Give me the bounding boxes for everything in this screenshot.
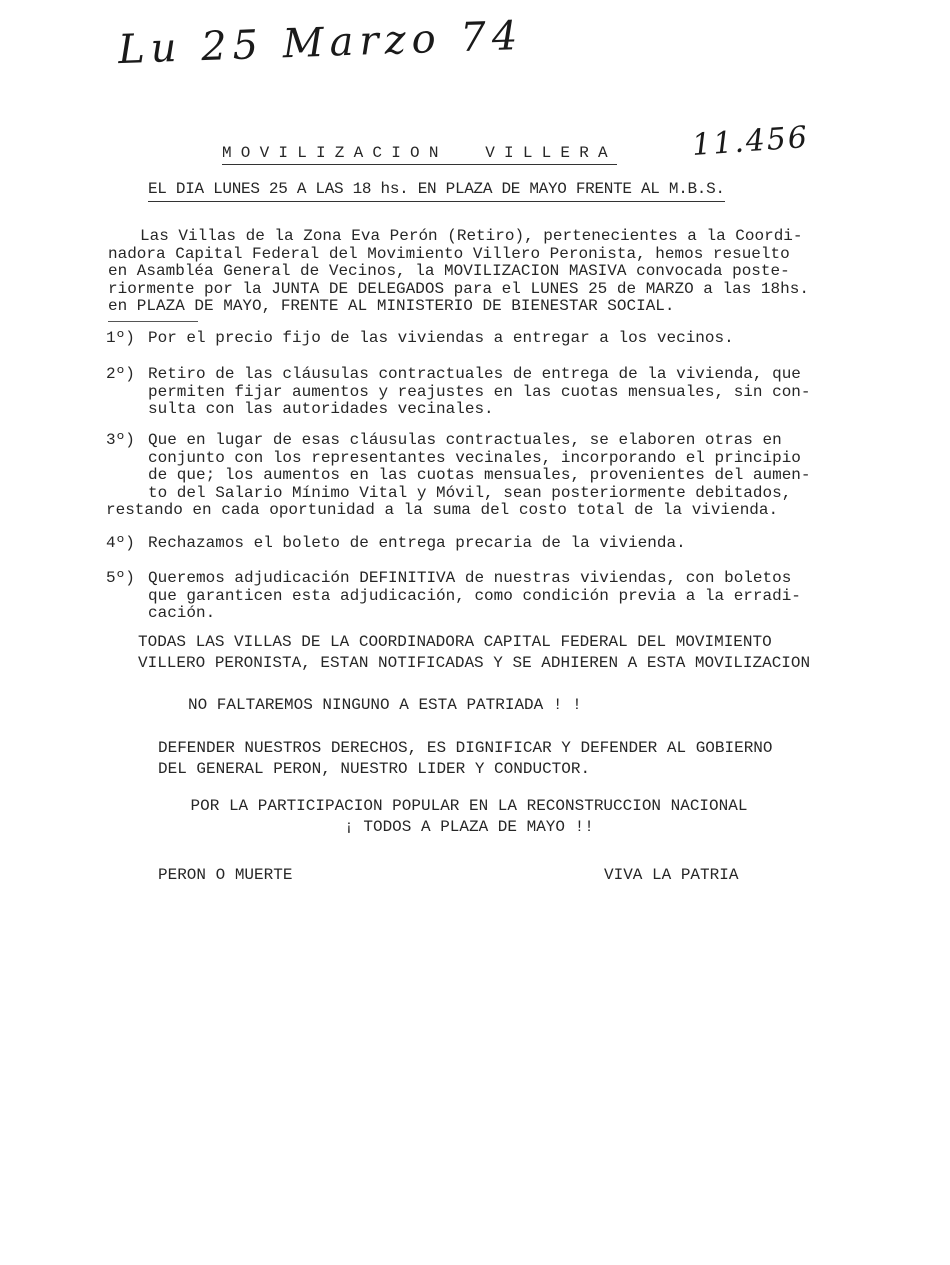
item-line: que garanticen esta adjudicación, como condición previa a la erradi- (148, 586, 801, 605)
participation-line: POR LA PARTICIPACION POPULAR EN LA RECONSTRUCCION NACIONAL (190, 797, 748, 815)
handwritten-date: Lu 25 Marzo 74 (117, 12, 525, 74)
item-line: sulta con las autoridades vecinales. (148, 400, 494, 418)
item-text (148, 330, 864, 348)
notice-line: VILLERO PERONISTA, ESTAN NOTIFICADAS Y SE ADHIEREN A ESTA MOVILIZACION (138, 654, 811, 672)
item-line: Que en lugar de esas cláusulas contractuales, se elaboren otras en (148, 431, 782, 449)
item-number: 1º) (106, 329, 135, 347)
item-line: Retiro de las cláusulas contractuales de entrega de la vivienda, que (148, 365, 801, 383)
item-line: Rechazamos el boleto de entrega precaria de la vivienda. (148, 534, 686, 552)
document-title: MOVILIZACION VILLERA (222, 144, 617, 165)
participation-line: ¡ TODOS A PLAZA DE MAYO !! (344, 818, 594, 836)
item-number: 2º) (106, 365, 135, 383)
intro-paragraph (108, 228, 863, 316)
intro-line: nadora Capital Federal del Movimiento Villero Peronista, hemos resuelto (108, 244, 790, 263)
item-line: Queremos adjudicación DEFINITIVA de nuestras viviendas, con boletos (148, 569, 792, 587)
intro-line: en Asambléa General de Vecinos, la MOVILIZACION MASIVA convocada poste- (108, 262, 790, 280)
intro-line: Las Villas de la Zona Eva Perón (Retiro), pertenecientes a la Coordi- (140, 227, 803, 245)
item-text (148, 570, 864, 623)
item-number: 3º) (106, 431, 135, 449)
notice-line: TODAS LAS VILLAS DE LA COORDINADORA CAPITAL FEDERAL DEL MOVIMIENTO (138, 633, 772, 651)
item-line: conjunto con los representantes vecinales, incorporando el principio (148, 448, 801, 467)
item-line: permiten fijar aumentos y reajustes en las cuotas mensuales, sin con- (148, 382, 811, 401)
item-line: de que; los aumentos en las cuotas mensuales, provenientes del aumen- (148, 466, 811, 484)
intro-line: riormente por la JUNTA DE DELEGADOS para el LUNES 25 de MARZO a las 18hs. (108, 279, 809, 298)
defend-paragraph (158, 738, 773, 780)
item-text (148, 366, 864, 419)
item-line: Por el precio fijo de las viviendas a entregar a los vecinos. (148, 329, 734, 347)
item-number: 4º) (106, 534, 135, 552)
defend-line: DEL GENERAL PERON, NUESTRO LIDER Y CONDUCTOR. (158, 760, 591, 778)
item-number: 5º) (106, 569, 135, 587)
defend-line: DEFENDER NUESTROS DERECHOS, ES DIGNIFICAR Y DEFENDER AL GOBIERNO (158, 739, 773, 757)
rally-line: NO FALTAREMOS NINGUNO A ESTA PATRIADA ! ! (188, 696, 582, 714)
item-line: cación. (148, 604, 216, 622)
item-text (148, 535, 864, 553)
underline-mark (108, 321, 198, 322)
item-line: to del Salario Mínimo Vital y Móvil, sean posteriormente debitados, (148, 483, 792, 502)
intro-line: en PLAZA DE MAYO, FRENTE AL MINISTERIO DE BIENESTAR SOCIAL. (108, 297, 675, 315)
handwritten-reference-number: 11.456 (690, 119, 811, 164)
item-line: restando en cada oportunidad a la suma del costo total de la vivienda. (106, 501, 779, 519)
document-subtitle: EL DIA LUNES 25 A LAS 18 hs. EN PLAZA DE MAYO FRENTE AL M.B.S. (148, 180, 725, 202)
closing-left: PERON O MUERTE (158, 866, 293, 884)
closing-right: VIVA LA PATRIA (604, 866, 739, 884)
notice-paragraph (138, 632, 810, 674)
participation-paragraph (168, 796, 770, 838)
